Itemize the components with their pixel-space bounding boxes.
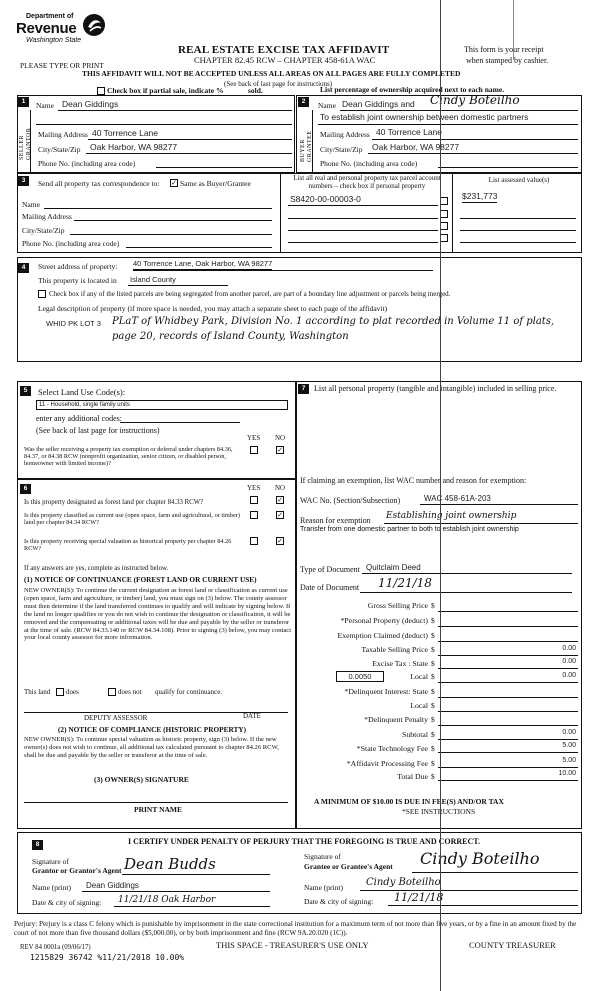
fee-dollar: $ <box>431 744 435 753</box>
s6-q2-no[interactable]: ✓ <box>277 511 283 519</box>
grantor-agent-label: Grantor or Grantor's Agent <box>32 866 122 875</box>
same-as-buyer-label: Same as Buyer/Grantee <box>180 179 251 188</box>
s1-address-label: Mailing Address <box>38 130 88 139</box>
legal-handwritten-2: page 20, records of Island County, Washington <box>112 331 349 342</box>
fee-label-gross: Gross Selling Price <box>367 601 428 610</box>
seller-grantor-label: SELLER GRANTOR <box>19 127 32 160</box>
fee-value-taxable[interactable]: 0.00 <box>562 645 576 652</box>
fee-label-personal: *Personal Property (deduct) <box>340 616 428 625</box>
receipt-note-2: when stamped by cashier. <box>466 56 549 65</box>
personal-property-checkbox-1[interactable] <box>440 197 448 205</box>
s6-if-yes: If any answers are yes, complete as instructed below. <box>24 565 169 572</box>
s6-q3-yes[interactable] <box>250 537 258 545</box>
fee-value-processing[interactable]: 5.00 <box>562 757 576 764</box>
wac-claim-label: If claiming an exemption, list WAC number and reason for exemption: <box>300 476 527 485</box>
partial-sale-label: Check box if partial sale, indicate % <box>107 86 224 95</box>
notice-continuance-title: (1) NOTICE OF CONTINUANCE (FOREST LAND OR CURRENT USE) <box>24 575 257 584</box>
partial-sale-checkbox[interactable] <box>97 87 105 95</box>
parcel-header: List all real and personal property tax parcel account numbers – check box if personal property <box>293 174 441 191</box>
grantor-date-field[interactable]: 11/21/18 Oak Harbor <box>118 895 216 905</box>
legal-typed-field[interactable]: WHID PK LOT 3 <box>46 319 101 328</box>
personal-property-checkbox-3[interactable] <box>440 222 448 230</box>
street-address-field[interactable]: 40 Torrence Lane, Oak Harbor, WA 98277 <box>133 259 273 268</box>
grantee-print-field[interactable]: Cindy Boteilho <box>366 877 441 888</box>
wac-number-label: WAC No. (Section/Subsection) <box>300 496 401 505</box>
fee-dollar: $ <box>431 687 435 696</box>
fee-dollar: $ <box>431 631 435 640</box>
street-address-label: Street address of property: <box>38 262 118 271</box>
fee-dollar: $ <box>431 730 435 739</box>
fee-dollar: $ <box>431 616 435 625</box>
section-8-number: 8 <box>32 840 43 850</box>
county-field[interactable]: Island County <box>130 275 176 284</box>
fee-dollar: $ <box>431 715 435 724</box>
form-title: REAL ESTATE EXCISE TAX AFFIDAVIT <box>178 44 390 56</box>
s6-historical-question: Is this property receiving special valuation as historical property per chapter 84.26 RCW? <box>24 538 232 553</box>
wa-logo-icon <box>82 13 106 37</box>
fee-label-delinq-int-local: Local <box>410 701 428 710</box>
land-use-code-select[interactable]: 11 - Household, single family units <box>36 400 288 410</box>
s1-city-label: City/State/Zip <box>38 145 81 154</box>
fee-label-excise-local: Local <box>410 672 428 681</box>
list-personal-property: List all personal property (tangible and intangible) included in selling price. <box>314 384 557 393</box>
list-percentage-note: List percentage of ownership acquired next to each name. <box>320 85 505 94</box>
deputy-date-label: DATE <box>243 712 261 720</box>
s2-phone-label: Phone No. (including area code) <box>320 159 418 168</box>
grantor-date-label: Date & city of signing: <box>32 898 102 907</box>
segregated-label: Check box if any of the listed parcels are being segregated from another parcel, are part of a boundary line adjustment or parcels being merged. <box>49 290 451 298</box>
fee-dollar: $ <box>431 645 435 654</box>
s5-exemption-question: Was the seller receiving a property tax exemption or deferral under chapters 84.36, 84.37, or 84.38 RCW (nonprofit organization, senior citizen, or disabled person, homeowner with limited income)? <box>24 446 233 468</box>
form-chapter: CHAPTER 82.45 RCW – CHAPTER 458-61A WAC <box>194 55 376 65</box>
land-does-not-label: does not <box>118 688 142 696</box>
section-5-number: 5 <box>20 386 31 396</box>
certify-statement: I CERTIFY UNDER PENALTY OF PERJURY THAT THE FOREGOING IS TRUE AND CORRECT. <box>128 837 481 846</box>
print-name-label: PRINT NAME <box>134 805 182 814</box>
not-accepted-warning: THIS AFFIDAVIT WILL NOT BE ACCEPTED UNLESS ALL AREAS ON ALL PAGES ARE FULLY COMPLETED <box>82 69 461 78</box>
fee-label-delinq-int-state: *Delinquent Interest: State <box>344 687 428 696</box>
revenue-logo <box>16 13 116 53</box>
fee-value-technology[interactable]: 5.00 <box>562 742 576 749</box>
grantee-signature[interactable]: Cindy Boteilho <box>420 849 540 868</box>
fee-label-processing: *Affidavit Processing Fee <box>346 759 428 768</box>
section-4-number: 4 <box>18 263 29 273</box>
buyer-name-handwritten: Cindy Boteilho <box>430 93 520 107</box>
deputy-assessor-label: DEPUTY ASSESSOR <box>84 714 148 722</box>
fee-dollar: $ <box>431 701 435 710</box>
s5-q1-yes[interactable] <box>250 446 258 454</box>
legal-description-label: Legal description of property (if more space is needed, you may attach a separate sheet to each page of the affidavit) <box>38 304 388 313</box>
s6-q2-yes[interactable] <box>250 511 258 519</box>
see-back-note: (See back of last page for instructions) <box>224 80 333 88</box>
this-land-label: This land <box>24 688 51 696</box>
buyer-name-field[interactable]: Dean Giddings and <box>342 99 415 109</box>
grantee-print-label: Name (print) <box>304 883 343 892</box>
s3-address-label: Mailing Address <box>22 212 72 221</box>
see-instructions-note: *SEE INSTRUCTIONS <box>402 807 476 816</box>
reason-handwritten: Establishing joint ownership <box>386 511 517 521</box>
fee-dollar: $ <box>431 759 435 768</box>
grantee-date-field[interactable]: 11/21/18 <box>394 891 444 904</box>
land-does-label: does <box>66 688 79 696</box>
qualify-label: qualify for continuance. <box>155 688 223 696</box>
section-7-number: 7 <box>298 384 309 394</box>
buyer-address-field[interactable]: 40 Torrence Lane <box>376 127 443 137</box>
fee-value-total[interactable]: 10.00 <box>558 770 576 777</box>
same-as-buyer-checkbox[interactable]: ✓ <box>171 179 177 187</box>
dept-line2: Revenue <box>16 20 77 37</box>
scan-artifact-line-short <box>513 0 514 60</box>
notice-continuance-body: NEW OWNER(S): To continue the current designation as forest land or classification as current use (open space, farm and agriculture, or timber) land, you must sign on (3) below. The county assessor must then determine if the land transferred continues to qualify and will indicate by signing below. If the land no longer qualifies or you do not wish to continue the designation or classification, it will be removed and the compensating or additional taxes will be due and payable by the seller or transferor at the time of sale. (RCW 84.33.140 or RCW 84.34.108). Prior to signing (3) below, you may contact your local county assessor for more information. <box>24 587 292 642</box>
s6-yes-header: YES <box>247 484 261 492</box>
fee-label-subtotal: Subtotal <box>402 730 428 739</box>
reason-label: Reason for exemption <box>300 516 371 525</box>
section-2-number: 2 <box>298 97 309 107</box>
s5-no-header: NO <box>275 434 286 442</box>
seller-city-field[interactable]: Oak Harbor, WA 98277 <box>90 142 178 152</box>
grantee-date-label: Date & city of signing: <box>304 897 374 906</box>
fee-dollar: $ <box>431 601 435 610</box>
fee-label-total: Total Due <box>397 772 428 781</box>
fee-value-subtotal[interactable]: 0.00 <box>562 729 576 736</box>
fee-dollar: $ <box>431 659 435 668</box>
doc-date-label: Date of Document <box>300 583 360 592</box>
s2-city-label: City/State/Zip <box>320 145 363 154</box>
section-6-number: 6 <box>20 484 31 494</box>
fee-label-excise-state: Excise Tax : State <box>372 659 428 668</box>
s3-phone-label: Phone No. (including area code) <box>22 239 120 248</box>
additional-codes-label: enter any additional codes: <box>36 414 122 423</box>
fee-label-technology: *State Technology Fee <box>356 744 428 753</box>
please-type: PLEASE TYPE OR PRINT <box>20 61 104 70</box>
s6-no-header: NO <box>275 484 286 492</box>
located-in-label: This property is located in <box>38 276 117 285</box>
fee-label-taxable: Taxable Selling Price <box>361 645 428 654</box>
s6-forest-question: Is this property designated as forest land per chapter 84.33 RCW? <box>24 499 204 506</box>
select-land-use-label: Select Land Use Code(s): <box>38 387 126 397</box>
s6-current-use-question: Is this property classified as current use (open space, farm and agricultural, or timber) land per chapter 84.34 RCW? <box>24 512 240 527</box>
s1-name-label: Name <box>36 101 54 110</box>
seller-address-field[interactable]: 40 Torrence Lane <box>92 128 159 138</box>
s6-q1-yes[interactable] <box>250 496 258 504</box>
assessed-value-field[interactable]: $231,773 <box>462 191 498 201</box>
assessed-header: List assessed value(s) <box>488 176 550 184</box>
grantee-agent-label: Grantee or Grantee's Agent <box>304 862 393 871</box>
grantor-signature[interactable]: Dean Budds <box>124 855 216 873</box>
doc-type-field[interactable]: Quitclaim Deed <box>366 563 421 572</box>
cashier-stamp: 1215829 36742 %11/21/2018 10.00% <box>30 953 185 962</box>
legal-handwritten-1: PLaT of Whidbey Park, Division No. 1 according to plat recorded in Volume 11 of plats, <box>112 316 555 327</box>
land-does-checkbox[interactable] <box>56 688 64 696</box>
section-3-number: 3 <box>18 176 29 186</box>
buyer-city-field[interactable]: Oak Harbor, WA 98277 <box>372 142 460 152</box>
notice-compliance-title: (2) NOTICE OF COMPLIANCE (HISTORIC PROPERTY) <box>58 725 247 734</box>
s6-q3-no[interactable]: ✓ <box>277 537 283 545</box>
land-does-not-checkbox[interactable] <box>108 688 116 696</box>
treasurer-space-label: THIS SPACE - TREASURER'S USE ONLY <box>216 940 369 950</box>
grantor-print-label: Name (print) <box>32 883 71 892</box>
parcel-number-field[interactable]: S8420-00-00003-0 <box>290 194 361 204</box>
send-correspondence-label: Send all property tax correspondence to: <box>38 179 160 188</box>
grantor-sig-label: Signature of <box>32 857 69 866</box>
wac-number-field[interactable]: WAC 458-61A-203 <box>424 494 491 503</box>
fee-label-exemption: Exemption Claimed (deduct) <box>337 631 428 640</box>
s2-address-label: Mailing Address <box>320 130 370 139</box>
buyer-ownership-note[interactable]: To establish joint ownership between domestic partners <box>320 112 529 122</box>
dept-line3: Washington State <box>26 37 82 44</box>
personal-property-checkbox-2[interactable] <box>440 210 448 218</box>
section-1-number: 1 <box>18 97 29 107</box>
scan-artifact-line <box>440 0 441 991</box>
buyer-grantee-label: BUYER GRANTEE <box>300 130 313 162</box>
grantee-sig-label: Signature of <box>304 852 341 861</box>
s6-q1-no[interactable]: ✓ <box>277 496 283 504</box>
s3-name-label: Name <box>22 200 40 209</box>
owner-signature-label: (3) OWNER(S) SIGNATURE <box>94 775 189 784</box>
s3-city-label: City/State/Zip <box>22 226 65 235</box>
segregated-checkbox[interactable] <box>38 290 46 298</box>
doc-date-field[interactable]: 11/21/18 <box>378 576 432 590</box>
county-treasurer-label: COUNTY TREASURER <box>469 940 556 950</box>
local-rate-field[interactable]: 0.0050 <box>336 671 384 682</box>
fee-value-excise-local[interactable]: 0.00 <box>562 672 576 679</box>
grantor-print-field[interactable]: Dean Giddings <box>86 881 139 890</box>
minimum-fee-note: A MINIMUM OF $10.00 IS DUE IN FEE(S) AND/OR TAX <box>314 797 504 806</box>
form-number: REV 84 0001a (09/06/17) <box>20 944 91 951</box>
seller-name-field[interactable]: Dean Giddings <box>62 99 119 109</box>
fee-dollar: $ <box>431 672 435 681</box>
s5-q1-no[interactable]: ✓ <box>277 446 283 454</box>
reason-typed-field[interactable]: Transfer from one domestic partner to both to establish joint ownership <box>300 526 519 533</box>
s2-name-label: Name <box>318 101 336 110</box>
fee-label-delinq-penalty: *Delinquent Penalty <box>364 715 428 724</box>
personal-property-checkbox-4[interactable] <box>440 234 448 242</box>
perjury-statement: Perjury: Perjury is a class C felony which is punishable by imprisonment in the state correctional institution for a maximum term of not more than five years, or by a fine in an amount fixed by the court of not more than five thousand dollars ($5,000.00), or by both imprisonment and fine (RCW 9A.20.020 (1C)). <box>14 920 577 938</box>
doc-type-label: Type of Document <box>300 565 360 574</box>
notice-compliance-body: NEW OWNER(S): To continue special valuation as historic property, sign (3) below. If the new owner(s) does not wish to continue, all additional tax calculated pursuant to chapter 84.26 RCW, shall be due and payable by the seller or transferor at the time of sale. <box>24 736 279 759</box>
partial-sold-label: sold. <box>248 86 263 95</box>
s1-phone-label: Phone No. (including area code) <box>38 159 136 168</box>
fee-value-excise-state[interactable]: 0.00 <box>562 658 576 665</box>
s5-see-back: (See back of last page for instructions) <box>36 426 160 435</box>
fee-dollar: $ <box>431 772 435 781</box>
receipt-note-1: This form is your receipt <box>464 45 544 54</box>
s5-yes-header: YES <box>247 434 261 442</box>
dept-line1: Department of <box>26 13 74 20</box>
